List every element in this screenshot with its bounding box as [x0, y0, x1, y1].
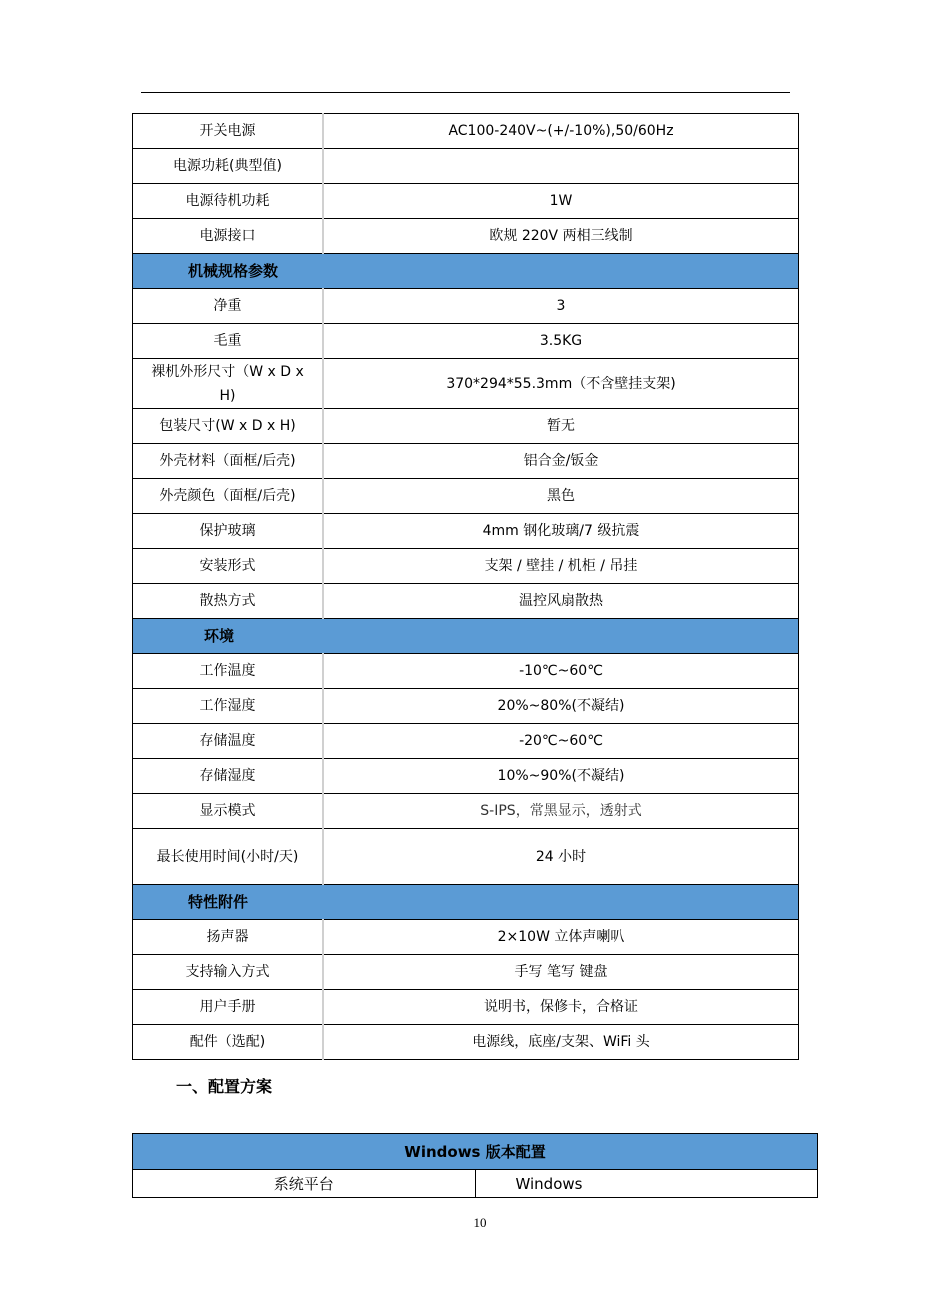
- section-header-row: [133, 619, 799, 654]
- section-header-row: [133, 254, 799, 289]
- spec-value: S-IPS，常黑显示，透射式: [323, 794, 799, 829]
- table-row: [133, 114, 799, 149]
- spec-value: [323, 149, 799, 184]
- table-row: [133, 794, 799, 829]
- spec-value: 暂无: [323, 409, 799, 444]
- spec-key: 电源功耗(典型值): [133, 149, 324, 184]
- spec-key: 存储湿度: [133, 759, 324, 794]
- spec-key: 用户手册: [133, 990, 324, 1025]
- table-row: [133, 409, 799, 444]
- table-row: [133, 444, 799, 479]
- spec-key: 支持输入方式: [133, 955, 324, 990]
- section-header: 特性附件: [133, 885, 799, 920]
- table-row: [133, 955, 799, 990]
- config-table: [132, 1133, 818, 1198]
- page-number: 10: [473, 1215, 487, 1230]
- section-heading: 一、配置方案: [176, 1077, 273, 1096]
- spec-key: 工作温度: [133, 654, 324, 689]
- table-row: [133, 149, 799, 184]
- spec-value: 3.5KG: [323, 324, 799, 359]
- spec-value: AC100-240V~(+/-10%),50/60Hz: [323, 114, 799, 149]
- table-row: [133, 584, 799, 619]
- spec-key: 电源接口: [133, 219, 324, 254]
- spec-table: [132, 113, 799, 1060]
- table-row: [133, 829, 799, 885]
- spec-key: 净重: [133, 289, 324, 324]
- spec-key: 安装形式: [133, 549, 324, 584]
- spec-key: 扬声器: [133, 920, 324, 955]
- spec-value: 2×10W 立体声喇叭: [323, 920, 799, 955]
- section-header-row: [133, 885, 799, 920]
- table-row: [133, 359, 799, 409]
- spec-key: 外壳材料（面框/后壳): [133, 444, 324, 479]
- spec-key: 散热方式: [133, 584, 324, 619]
- table-row: [133, 289, 799, 324]
- spec-value: 10%~90%(不凝结): [323, 759, 799, 794]
- spec-key: 存储温度: [133, 724, 324, 759]
- table-row: [133, 549, 799, 584]
- spec-value: 温控风扇散热: [323, 584, 799, 619]
- spec-key: 最长使用时间(小时/天): [133, 829, 324, 885]
- table-row: [133, 724, 799, 759]
- config-header-row: [133, 1134, 818, 1170]
- spec-key: 裸机外形尺寸（W x D x H): [133, 359, 324, 409]
- spec-key: 工作湿度: [133, 689, 324, 724]
- spec-key: 显示模式: [133, 794, 324, 829]
- table-row: [133, 990, 799, 1025]
- spec-key: 外壳颜色（面框/后壳): [133, 479, 324, 514]
- table-row: [133, 689, 799, 724]
- spec-key: 配件（选配): [133, 1025, 324, 1060]
- spec-key: 电源待机功耗: [133, 184, 324, 219]
- table-row: [133, 514, 799, 549]
- section-header: 环境: [133, 619, 799, 654]
- spec-key: 毛重: [133, 324, 324, 359]
- spec-value: 3: [323, 289, 799, 324]
- spec-value: 1W: [323, 184, 799, 219]
- spec-value: 铝合金/钣金: [323, 444, 799, 479]
- spec-value: 4mm 钢化玻璃/7 级抗震: [323, 514, 799, 549]
- spec-key: 开关电源: [133, 114, 324, 149]
- config-value: Windows: [475, 1170, 818, 1198]
- spec-value: 电源线，底座/支架、WiFi 头: [323, 1025, 799, 1060]
- spec-value: 370*294*55.3mm（不含壁挂支架): [323, 359, 799, 409]
- spec-value: -10℃~60℃: [323, 654, 799, 689]
- section-header: 机械规格参数: [133, 254, 799, 289]
- table-row: [133, 1170, 818, 1198]
- spec-key: 包装尺寸(W x D x H): [133, 409, 324, 444]
- table-row: [133, 654, 799, 689]
- config-table-title: Windows 版本配置: [133, 1134, 818, 1170]
- table-row: [133, 324, 799, 359]
- spec-value: -20℃~60℃: [323, 724, 799, 759]
- spec-value: 欧规 220V 两相三线制: [323, 219, 799, 254]
- table-row: [133, 759, 799, 794]
- spec-value: 24 小时: [323, 829, 799, 885]
- spec-value: 支架 / 壁挂 / 机柜 / 吊挂: [323, 549, 799, 584]
- spec-value: 20%~80%(不凝结): [323, 689, 799, 724]
- spec-key: 保护玻璃: [133, 514, 324, 549]
- config-key: 系统平台: [133, 1170, 476, 1198]
- table-row: [133, 920, 799, 955]
- header-rule: [141, 92, 790, 93]
- table-row: [133, 1025, 799, 1060]
- table-row: [133, 219, 799, 254]
- spec-value: 手写 笔写 键盘: [323, 955, 799, 990]
- table-row: [133, 479, 799, 514]
- table-row: [133, 184, 799, 219]
- spec-value: 黑色: [323, 479, 799, 514]
- spec-value: 说明书，保修卡，合格证: [323, 990, 799, 1025]
